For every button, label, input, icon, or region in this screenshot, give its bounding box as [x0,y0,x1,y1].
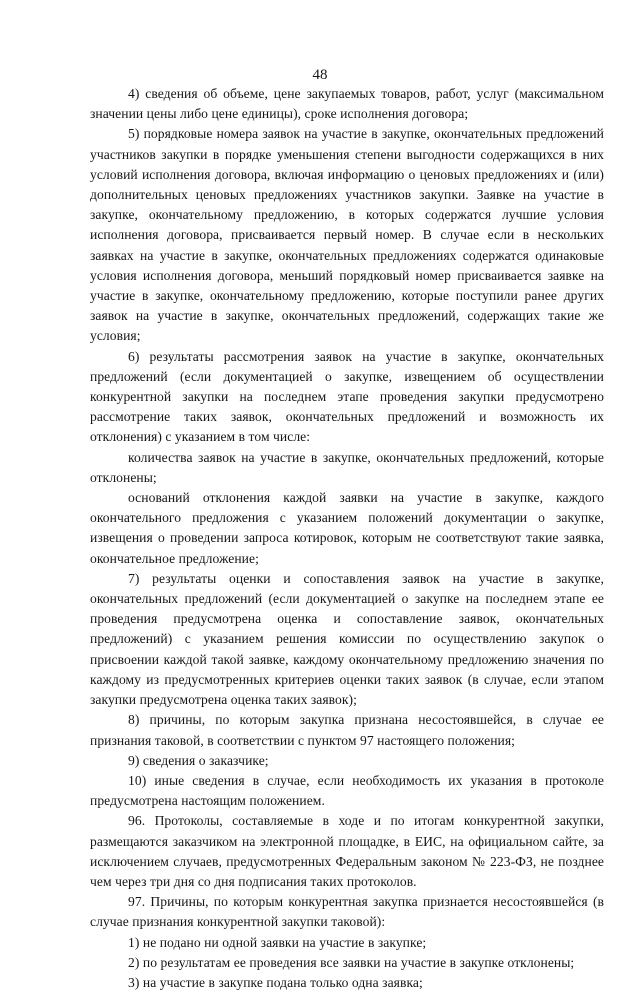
paragraph-item-8: 8) причины, по которым закупка признана несостоявшейся, в случае ее признания таковой, в соответствии с пунктом 97 настоящего положения; [90,712,604,748]
paragraph-97: 97. Причины, по которым конкурентная закупка признается несостоявшейся (в случае признания конкурентной закупки таковой): [90,894,604,930]
paragraph-item-6: 6) результаты рассмотрения заявок на участие в закупке, окончательных предложений (если документацией о закупке, извещением об осуществлении конкурентной закупки на последнем этапе проведения закупки предусмотрено рассмотрение таких заявок, окончательных предложений и возможность их отклонения) с указанием в том числе: [90,348,604,445]
paragraph-rejected-count: количества заявок на участие в закупке, окончательных предложений, которые отклонены; [90,449,604,485]
paragraph-item-10: 10) иные сведения в случае, если необходимость их указания в протоколе предусмотрена настоящим положением. [90,772,604,809]
paragraph-97-item-3: 3) на участие в закупке подана только одна заявка; [128,974,423,990]
paragraph-item-5: 5) порядковые номера заявок на участие в закупке, окончательных предложений участников закупки в порядке уменьшения степени выгодности содержащихся в них условий исполнения договора, включая информацию о ценовых предложениях и (или) дополнительных ценовых предложениях участников закупки. Заявке на участие в закупке, окончательному предложению, в которых содержатся лучшие условия исполнения договора, присваивается первый номер. В случае если в нескольких заявках на участие в закупке, окончательных предложениях содержатся одинаковые условия исполнения договора, меньший порядковый номер присваивается заявке на участие в закупке, окончательному предложению, которые поступили ранее других заявок на участие в закупке, окончательных предложений, содержащих такие же условия; [90,126,604,344]
paragraph-item-9: 9) сведения о заказчике; [128,752,269,768]
paragraph-item-4: 4) сведения об объеме, цене закупаемых товаров, работ, услуг (максимальном значении цены либо цене единицы), сроке исполнения договора; [90,86,604,122]
paragraph-96: 96. Протоколы, составляемые в ходе и по итогам конкурентной закупки, размещаются заказчиком на электронной площадке, в ЕИС, на официальном сайте, за исключением случаев, предусмотренных Федеральным законом № 223-ФЗ, не позднее чем через три дня со дня подписания таких протоколов. [90,813,604,889]
document-body [90,84,604,993]
paragraph-item-7: 7) результаты оценки и сопоставления заявок на участие в закупке, окончательных предложений (если документацией о закупке на последнем этапе ее проведения предусмотрена оценка и сопоставление заявок, окончательных предложений) с указанием решения комиссии по осуществлению закупок о присвоении каждой такой заявке, каждому окончательному предложению значения по каждому из предусмотренных критериев оценки таких заявок (в случае, если этапом закупки предусмотрена оценка таких заявок); [90,570,604,708]
page-number: 48 [312,67,328,83]
paragraph-97-item-2: 2) по результатам ее проведения все заявки на участие в закупке отклонены; [128,954,575,970]
paragraph-97-item-1: 1) не подано ни одной заявки на участие в закупке; [128,934,427,950]
paragraph-rejection-grounds: оснований отклонения каждой заявки на участие в закупке, каждого окончательного предложения с указанием положений документации о закупке, извещения о проведении запроса котировок, которым не соответствуют такие заявка, окончательное предложение; [90,490,604,566]
